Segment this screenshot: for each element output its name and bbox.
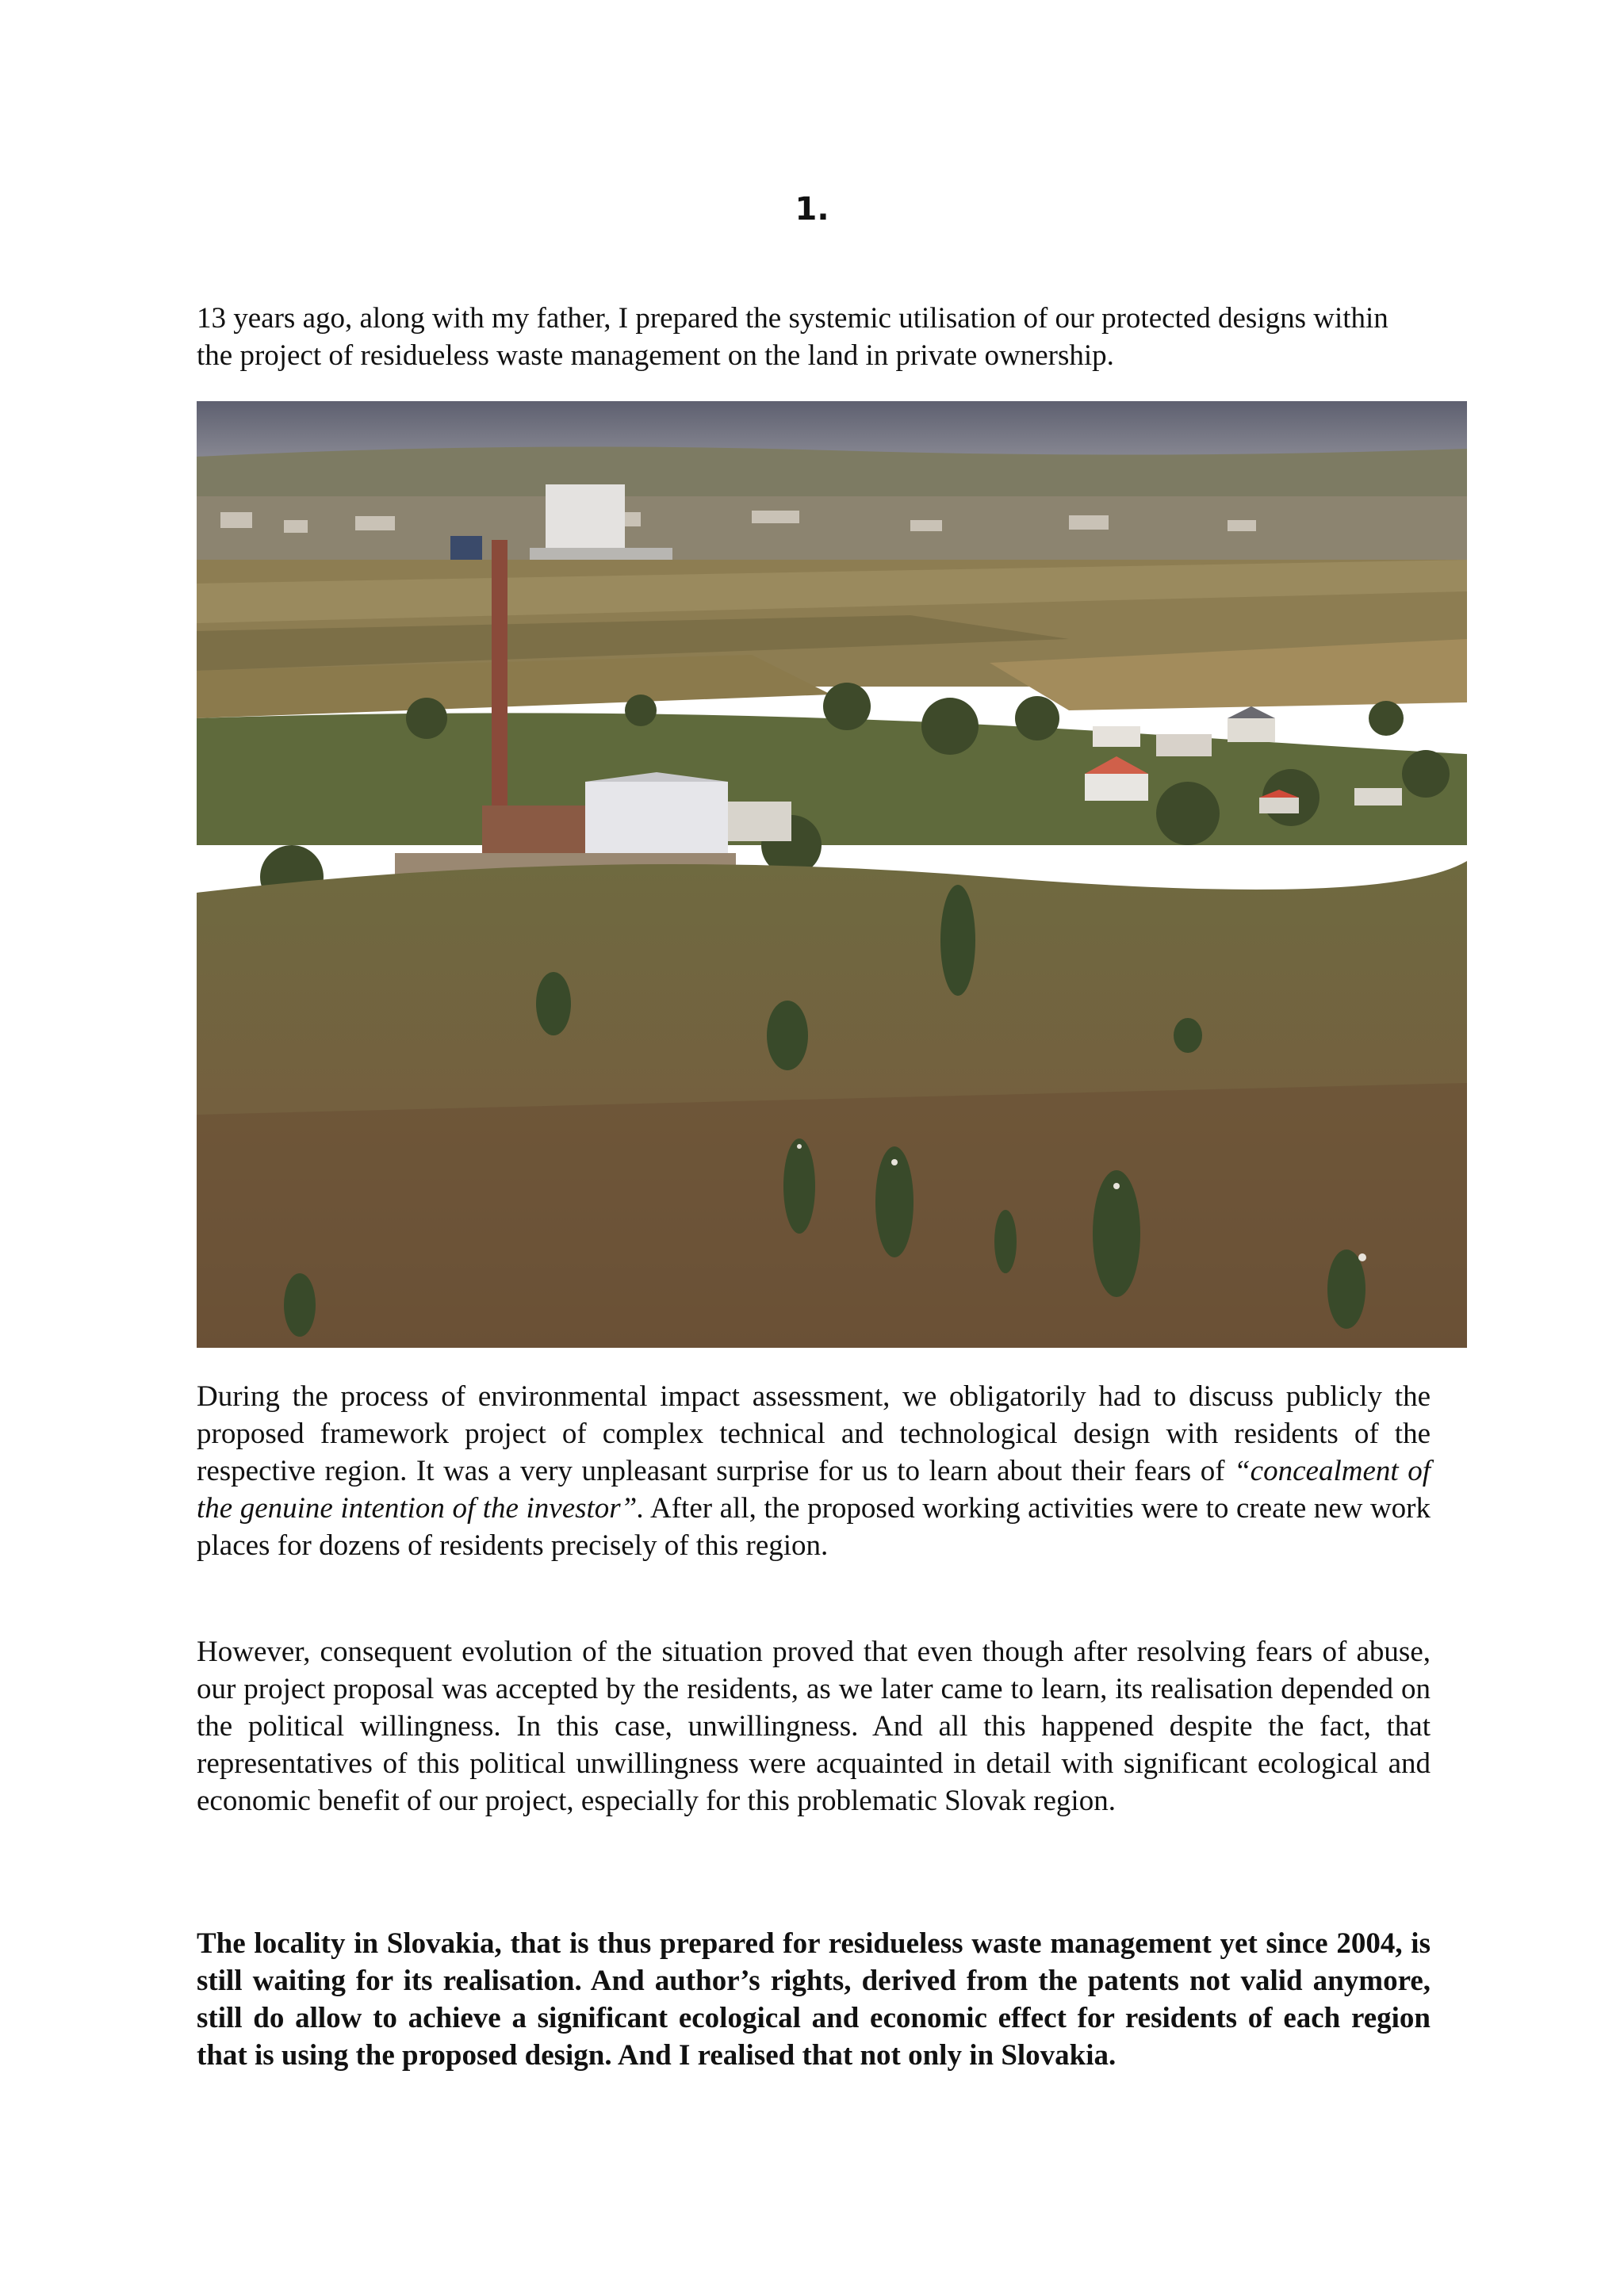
page-number: 1. <box>795 191 829 228</box>
conclusion-paragraph: The locality in Slovakia, that is thus prepared for residueless waste management yet since 2004, is still waiting for its realisation. And author’s rights, derived from the patents not valid anymore, still do allow to achieve a significant ecological and economic effect for residents of each region that is using the proposed design. And I realised that not only in Slovakia. <box>197 1927 1431 2072</box>
assessment-text-start: During the process of environmental impact assessment, we obligatorily had to discuss publicly the proposed framework project of complex technical and technological design with residents of the respective region. It was a very unpleasant surprise for us to learn about their fears of <box>197 1380 1431 1487</box>
assessment-text-end: After all, the proposed working activities were to create new work places for dozens of residents precisely of this region. <box>197 1492 1431 1562</box>
assessment-paragraph <box>197 1378 1431 1564</box>
factory-chimney <box>492 540 508 841</box>
evolution-paragraph: However, consequent evolution of the situation proved that even though after resolving fears of abuse, our project proposal was accepted by the residents, as we later came to learn, its realisation depended on the political willingness. In this case, unwillingness. And all this happened despite the fact, that representatives of this political unwillingness were acquainted in detail with significant ecological and economic benefit of our project, especially for this problematic Slovak region. <box>197 1636 1431 1817</box>
landscape-photo <box>197 401 1467 1348</box>
distant-town <box>197 496 1467 568</box>
investor-quote: “concealment of the genuine intention of the investor”. <box>197 1455 1431 1525</box>
intro-paragraph: 13 years ago, along with my father, I prepared the systemic utilisation of our protected designs within the project of residueless waste management on the land in private ownership. <box>197 302 1388 372</box>
